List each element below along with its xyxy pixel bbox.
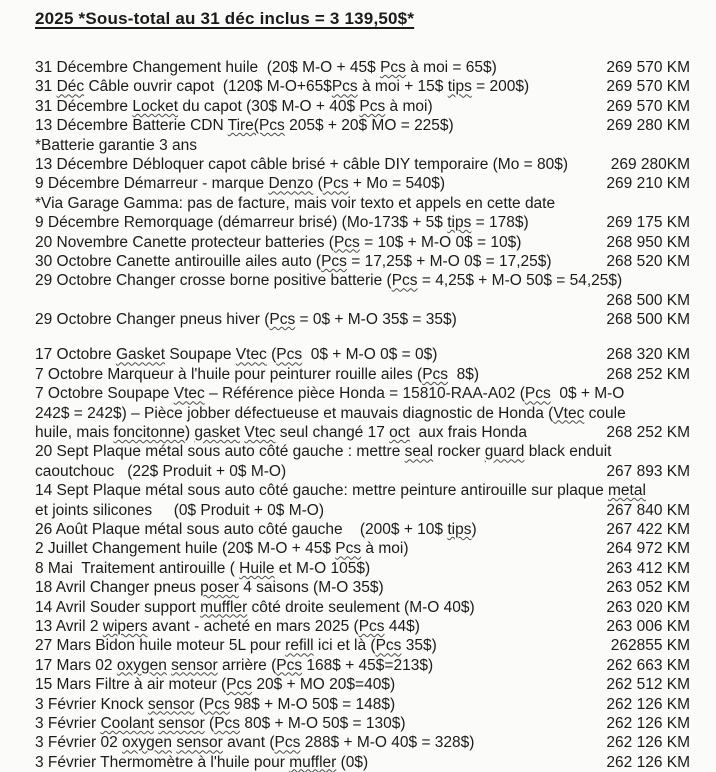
record-line (35, 714, 690, 733)
record-line (35, 675, 690, 694)
spellcheck-underlined-word: Pcs (422, 365, 449, 383)
spellcheck-underlined-word: oct (389, 424, 410, 442)
record-line (35, 155, 690, 174)
spellcheck-underlined-word: metal (608, 482, 646, 500)
record-text-segment: 0$ + M-O 0$ = 0$) (302, 346, 438, 364)
record-text (35, 462, 286, 481)
record-text-segment: 20 Novembre Canette protecteur batteries ( (35, 233, 334, 251)
odometer-reading: 262 126 KM (606, 695, 690, 713)
spellcheck-underlined-word: Pcs (524, 385, 551, 403)
record-text-segment: 20 Sept Plaque métal sous auto côté gauche : mettre (35, 443, 405, 461)
record-text-segment: 3 Février Thermomètre à l'huile pour (35, 753, 290, 771)
record-text (35, 520, 477, 539)
spellcheck-underlined-word: sensor (158, 714, 205, 732)
spellcheck-underlined-word: muffler (289, 753, 337, 771)
record-text-segment: 9 Décembre Démarreur - marque (35, 175, 269, 193)
record-text-segment: ( (313, 175, 323, 193)
document-title: 2025 *Sous-total au 31 déc inclus = 3 139,50$* (35, 9, 415, 28)
record-text-segment: 31 Décembre (35, 97, 133, 115)
spellcheck-underlined-word: Coolant (100, 714, 154, 732)
record-text (35, 636, 437, 655)
record-text-segment: 8 Mai Traitement antirouille ( (35, 559, 240, 577)
spellcheck-underlined-word: Pcs (375, 637, 402, 655)
spellcheck-underlined-word: Pcs (226, 676, 253, 694)
spellcheck-underlined-word: Pcs (269, 311, 296, 329)
record-line (35, 481, 690, 500)
record-line (35, 578, 690, 597)
record-text (35, 695, 395, 714)
odometer-reading: 262 126 KM (606, 714, 690, 732)
record-text-segment: avant ( (222, 734, 275, 752)
spellcheck-underlined-word: Pcs (214, 714, 241, 732)
record-text (35, 617, 420, 636)
record-line (35, 617, 690, 636)
odometer-reading: 268 500 KM (606, 291, 690, 309)
odometer-reading: 269 210 KM (606, 175, 690, 193)
record-text (35, 656, 433, 675)
record-text (35, 345, 437, 364)
record-text-segment: coule (584, 404, 626, 422)
record-line (35, 365, 690, 384)
record-text-segment: caoutchouc (22$ Produit + 0$ M-O) (35, 462, 287, 480)
spellcheck-underlined-word: tips (447, 78, 472, 96)
record-text-segment: 35$) (401, 637, 437, 655)
odometer-reading: 269 570 KM (606, 59, 690, 76)
record-line (35, 539, 690, 558)
record-text-segment: 7 Octobre Marqueur à l'huile pour peinturer rouille ailes ( (35, 365, 423, 383)
record-text-segment: côté droite seulement (M-O 40$) (247, 598, 475, 616)
record-text-segment: 7 Octobre Soupape (35, 385, 174, 403)
spellcheck-underlined-word: Pcs (335, 540, 362, 558)
spellcheck-underlined-word: Pcs (391, 272, 418, 290)
record-text (35, 252, 552, 271)
record-text-segment: du capot (30$ M-O + 40$ (178, 97, 360, 115)
record-text-segment: ( (194, 695, 204, 713)
odometer-reading: 262 663 KM (606, 656, 690, 674)
odometer-reading: 267 422 KM (606, 520, 690, 538)
record-text (35, 384, 624, 403)
spellcheck-underlined-word: foncitonne (113, 424, 185, 442)
record-text-segment: et joints silicones (0$ Produit + 0$ M-O) (35, 501, 325, 519)
record-text-segment: 98$ + M-O 50$ = 148$) (229, 695, 396, 713)
record-text-segment: 8$) (448, 365, 480, 383)
odometer-reading: 268 520 KM (606, 252, 690, 270)
record-text (35, 423, 527, 442)
record-text-segment: 205$ + 20$ MO = 225$) (284, 117, 454, 135)
record-line (35, 252, 690, 271)
record-line (35, 656, 690, 675)
record-line (35, 136, 690, 155)
spellcheck-underlined-word: gasket (194, 424, 241, 442)
record-text-segment: black enduit (524, 443, 612, 461)
spellcheck-underlined-word: Denzo (268, 175, 314, 193)
record-text-segment: 20$ + MO 20$=40$) (252, 676, 396, 694)
spellcheck-underlined-word: sensor (176, 734, 223, 752)
record-text-segment: 3 Février 02 (35, 734, 123, 752)
record-text-segment: 30 Octobre Canette antirouille ailes auto ( (35, 252, 322, 270)
odometer-reading: 263 052 KM (606, 579, 690, 597)
record-line (35, 97, 690, 116)
record-text-segment: à moi = 65$) (405, 59, 497, 76)
record-text-segment: (0$) (336, 753, 369, 771)
spellcheck-underlined-word: Tire(Pcs (227, 117, 285, 135)
record-text-segment: rocker (433, 443, 485, 461)
record-line (35, 733, 690, 752)
record-line (35, 345, 690, 364)
odometer-reading: 267 840 KM (606, 501, 690, 519)
record-text-segment: 80$ + M-O 50$ = 130$) (240, 714, 406, 732)
record-text-segment: 9 Décembre Remorquage (démarreur brisé) (Mo-173$ + 5$ (35, 214, 448, 232)
record-text-segment: 31 Décembre Changement huile (20$ M-O + 45$ (35, 59, 381, 76)
spellcheck-underlined-word: Pcs (380, 59, 406, 76)
spellcheck-underlined-word: guard (484, 443, 525, 461)
record-line (35, 501, 690, 520)
record-line (35, 116, 690, 135)
record-text-segment: ( (266, 346, 277, 364)
record-text-segment: huile, mais (35, 424, 114, 442)
record-text (35, 310, 457, 329)
record-text (35, 539, 409, 558)
record-text-segment: 17 Octobre (35, 346, 116, 364)
record-line (35, 559, 690, 578)
spellcheck-underlined-word: Pcs (274, 734, 301, 752)
record-text-segment: ) (184, 424, 195, 442)
record-text-segment: 31 (35, 78, 57, 96)
record-text-segment: Câble ouvrir capot (120$ M-O+65$ (84, 78, 332, 96)
odometer-reading: 269 570 KM (606, 78, 690, 96)
record-text-segment: 2 Juillet Changement huile (20$ M-O + 45$ (35, 540, 336, 558)
record-text-segment: *Batterie garantie 3 ans (35, 136, 197, 154)
spellcheck-underlined-word: Pcs (322, 175, 349, 193)
odometer-reading: 268 500 KM (606, 311, 690, 329)
spellcheck-underlined-word: Gasket (116, 346, 166, 364)
record-text-segment: 0$ + M-O (550, 385, 625, 403)
record-line (35, 636, 690, 655)
odometer-reading: 264 972 KM (606, 540, 690, 558)
spellcheck-underlined-word: Pcs (358, 617, 385, 635)
record-text (35, 714, 406, 733)
record-text-segment: 4 saisons (M-O 35$) (238, 579, 384, 597)
record-text (35, 675, 395, 694)
record-line (35, 404, 690, 423)
record-line (35, 753, 690, 772)
spellcheck-underlined-word: oxygen (116, 656, 167, 674)
spellcheck-underlined-word: tips (447, 214, 472, 232)
spellcheck-underlined-word: Pcs (331, 78, 358, 96)
record-text-segment: ) (471, 520, 477, 538)
spellcheck-underlined-word: muffler (200, 598, 248, 616)
record-text-segment: 3 Février Knock (35, 695, 148, 713)
record-text-segment: = 200$) (471, 78, 530, 96)
odometer-reading: 262 126 KM (606, 734, 690, 752)
spellcheck-underlined-word: Vtec (553, 404, 585, 422)
spellcheck-underlined-word: refill (285, 637, 314, 655)
odometer-reading: 268 320 KM (606, 346, 690, 364)
record-text-segment: = 178$) (471, 214, 529, 232)
odometer-reading: 267 893 KM (606, 462, 690, 480)
record-text (35, 77, 529, 96)
odometer-reading: 262 126 KM (606, 753, 690, 771)
spellcheck-underlined-word: poser (200, 579, 239, 597)
record-text-segment: 26 Août Plaque métal sous auto côté gauche (200$ + 10$ (35, 520, 448, 538)
record-text-segment: *Via Garage Gamma: pas de facture, mais voir texto et appels en cette date (35, 194, 556, 212)
spellcheck-underlined-word: Vtec (235, 346, 267, 364)
record-text-segment: 17 Mars 02 (35, 656, 117, 674)
record-text-segment: à moi + 15$ (357, 78, 448, 96)
record-text (35, 559, 370, 578)
record-text-segment: à moi) (361, 540, 409, 558)
record-text (35, 365, 479, 384)
record-text-segment: 13 Décembre Débloquer capot câble brisé + câble DIY temporaire (Mo = 80$) (35, 155, 569, 173)
record-text-segment: aux frais Honda (409, 424, 528, 442)
record-line (35, 520, 690, 539)
record-text-segment: ici et là ( (313, 637, 376, 655)
spellcheck-underlined-word: Vtec (244, 424, 276, 442)
record-line (35, 271, 690, 290)
record-text-segment: 13 Décembre Batterie CDN (35, 117, 228, 135)
record-text-segment: 242$ = 242$) – Pièce jobber défectueuse et mauvais diagnostic de Honda ( (35, 404, 554, 422)
record-line (35, 442, 690, 461)
record-text (35, 481, 646, 500)
record-text (35, 404, 626, 423)
odometer-reading: 262 512 KM (606, 676, 690, 694)
record-text-segment: 14 Sept Plaque métal sous auto côté gauche: mettre peinture antirouille sur plaque (35, 482, 609, 500)
spellcheck-underlined-word: seal (404, 443, 434, 461)
record-text (35, 442, 611, 461)
record-line (35, 423, 690, 442)
spellcheck-underlined-word: Déc (56, 78, 85, 96)
record-line (35, 462, 690, 481)
record-line (35, 291, 690, 310)
record-text-segment: 3 Février (35, 714, 101, 732)
odometer-reading: 269 280KM (610, 155, 690, 173)
record-text-segment: 288$ + M-O 40$ = 328$) (300, 734, 475, 752)
record-line (35, 695, 690, 714)
record-line (35, 77, 690, 96)
record-text-segment: arrière ( (217, 656, 277, 674)
spellcheck-underlined-word: Pcs (333, 233, 360, 251)
record-text-segment: 29 Octobre Changer pneus hiver ( (35, 311, 270, 329)
record-text-segment: et M-O 105$) (274, 559, 371, 577)
record-text (35, 271, 622, 290)
record-text-segment: = 0$ + M-O 35$ = 35$) (295, 311, 457, 329)
odometer-reading: 268 252 KM (606, 424, 690, 442)
record-text-segment: seul changé 17 (275, 424, 390, 442)
record-line (35, 194, 690, 213)
record-line (35, 310, 690, 329)
record-text-segment: = 17,25$ + M-O 0$ = 17,25$) (346, 252, 552, 270)
record-line (35, 384, 690, 403)
record-text-segment: 18 Avril Changer pneus (35, 579, 201, 597)
record-line (35, 213, 690, 232)
spellcheck-underlined-word: tips (447, 520, 472, 538)
record-text (35, 213, 529, 232)
record-text-segment: + Mo = 540$) (348, 175, 446, 193)
odometer-reading: 262855 KM (610, 637, 690, 655)
record-text (35, 578, 384, 597)
record-text (35, 174, 445, 193)
record-line (35, 174, 690, 193)
spellcheck-underlined-word: Pcs (321, 252, 347, 270)
spellcheck-underlined-word: Locket (132, 97, 179, 115)
odometer-reading: 263 006 KM (606, 617, 690, 635)
spellcheck-underlined-word: sensor (147, 695, 195, 713)
odometer-reading: 269 175 KM (606, 214, 690, 232)
record-text-segment: 29 Octobre Changer crosse borne positive batterie ( (35, 272, 392, 290)
odometer-reading: 269 280 KM (606, 117, 690, 135)
record-text-segment: – Référence pièce Honda = 15810-RAA-A02 ( (204, 385, 525, 403)
record-text-segment: 14 Avril Souder support (35, 598, 201, 616)
record-text-segment: 13 Avril 2 (35, 617, 103, 635)
spellcheck-underlined-word: Huile (239, 559, 275, 577)
record-line (35, 233, 690, 252)
maintenance-entries-list (35, 58, 690, 772)
spellcheck-underlined-word: Pcs (276, 346, 303, 364)
spellcheck-underlined-word: Vtec (173, 385, 205, 403)
odometer-reading: 263 412 KM (606, 559, 690, 577)
record-text (35, 194, 555, 213)
record-text-segment: = 4,25$ + M-O 50$ = 54,25$) (417, 272, 623, 290)
record-text-segment: 15 Mars Filtre à air moteur ( (35, 676, 227, 694)
spellcheck-underlined-word: Pcs (276, 656, 303, 674)
spellcheck-underlined-word: sensor (171, 656, 218, 674)
record-text (35, 501, 324, 520)
record-text-segment: 27 Mars Bidon huile moteur 5L pour (35, 637, 286, 655)
record-text-segment: 168$ + 45$=213$) (302, 656, 434, 674)
record-text (35, 97, 433, 116)
spellcheck-underlined-word: Pcs (359, 97, 386, 115)
record-text (35, 116, 454, 135)
record-text-segment: Soupape (165, 346, 236, 364)
record-text (35, 58, 497, 77)
record-text-segment: avant - acheté en mars 2025 ( (147, 617, 359, 635)
spellcheck-underlined-word: wipers (102, 617, 148, 635)
record-line (35, 58, 690, 77)
spellcheck-underlined-word: oxygen (122, 734, 172, 752)
record-text (35, 598, 475, 617)
odometer-reading: 263 020 KM (606, 598, 690, 616)
record-text-segment: à moi) (385, 97, 433, 115)
record-text (35, 733, 474, 752)
record-text (35, 233, 521, 252)
odometer-reading: 269 570 KM (606, 97, 690, 115)
record-text (35, 753, 368, 772)
record-text (35, 136, 197, 155)
record-text-segment: = 10$ + M-O 0$ = 10$) (359, 233, 522, 251)
odometer-reading: 268 950 KM (606, 233, 690, 251)
record-line (35, 598, 690, 617)
spellcheck-underlined-word: Pcs (203, 695, 230, 713)
record-text-segment: ( (204, 714, 215, 732)
record-text (35, 155, 568, 174)
record-text-segment: 44$) (384, 617, 420, 635)
odometer-reading: 268 252 KM (606, 365, 690, 383)
